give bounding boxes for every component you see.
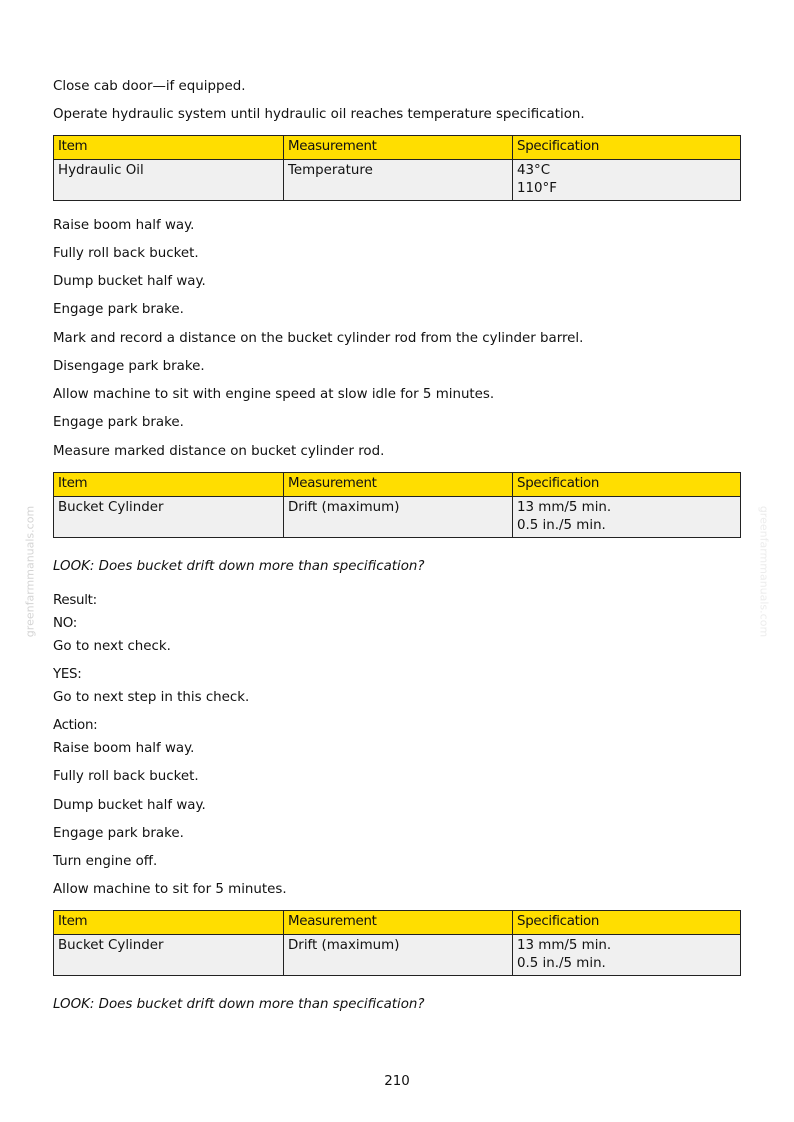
watermark-left: greenfarmmanuals.com	[23, 505, 37, 638]
table-row	[54, 935, 741, 976]
header-measurement: Measurement	[284, 473, 513, 497]
header-item: Item	[54, 136, 284, 160]
step-close-cab-door: Close cab door—if equipped.	[53, 79, 246, 94]
spec-table-bucket-cylinder	[53, 472, 741, 538]
cell-item: Hydraulic Oil	[54, 160, 284, 201]
cell-specification	[513, 160, 741, 201]
table-header-row	[54, 911, 741, 935]
action-engage-park-brake: Engage park brake.	[53, 826, 184, 841]
table-header-row	[54, 473, 741, 497]
cell-item: Bucket Cylinder	[54, 935, 284, 976]
step-idle-five-minutes: Allow machine to sit with engine speed at slow idle for 5 minutes.	[53, 387, 495, 402]
header-specification: Specification	[513, 911, 741, 935]
step-roll-back-bucket: Fully roll back bucket.	[53, 246, 199, 261]
cell-measurement: Drift (maximum)	[284, 935, 513, 976]
action-turn-engine-off: Turn engine off.	[53, 854, 158, 869]
table-row	[54, 497, 741, 538]
spec-line: 110°F	[517, 181, 557, 196]
spec-line: 13 mm/5 min.	[517, 500, 612, 515]
header-specification: Specification	[513, 473, 741, 497]
step-dump-bucket: Dump bucket half way.	[53, 274, 206, 289]
result-yes-label: YES:	[53, 667, 82, 682]
cell-item: Bucket Cylinder	[54, 497, 284, 538]
spec-line: 0.5 in./5 min.	[517, 956, 606, 971]
cell-specification	[513, 935, 741, 976]
header-item: Item	[54, 473, 284, 497]
table-header-row	[54, 136, 741, 160]
step-disengage-park-brake: Disengage park brake.	[53, 359, 205, 374]
look-question: LOOK: Does bucket drift down more than specification?	[53, 559, 425, 574]
header-item: Item	[54, 911, 284, 935]
watermark-right: greenfarmmanuals.com	[757, 505, 771, 638]
header-measurement: Measurement	[284, 136, 513, 160]
action-raise-boom: Raise boom half way.	[53, 741, 195, 756]
result-no-text: Go to next check.	[53, 639, 171, 654]
look-question-2: LOOK: Does bucket drift down more than specification?	[53, 997, 425, 1012]
cell-measurement: Temperature	[284, 160, 513, 201]
result-yes-text: Go to next step in this check.	[53, 690, 250, 705]
action-sit-five-minutes: Allow machine to sit for 5 minutes.	[53, 882, 287, 897]
spec-table-bucket-cylinder-2	[53, 910, 741, 976]
spec-line: 13 mm/5 min.	[517, 938, 612, 953]
header-specification: Specification	[513, 136, 741, 160]
spec-line: 43°C	[517, 163, 551, 178]
action-dump-bucket: Dump bucket half way.	[53, 798, 206, 813]
spec-line: 0.5 in./5 min.	[517, 518, 606, 533]
step-measure-distance: Measure marked distance on bucket cylinder rod.	[53, 444, 385, 459]
result-label: Result:	[53, 593, 97, 608]
action-label: Action:	[53, 718, 98, 733]
header-measurement: Measurement	[284, 911, 513, 935]
action-roll-back-bucket: Fully roll back bucket.	[53, 769, 199, 784]
page-number: 210	[384, 1074, 410, 1089]
step-engage-park-brake-2: Engage park brake.	[53, 415, 184, 430]
step-mark-record-distance: Mark and record a distance on the bucket cylinder rod from the cylinder barrel.	[53, 331, 584, 346]
cell-specification	[513, 497, 741, 538]
step-operate-hydraulic: Operate hydraulic system until hydraulic oil reaches temperature specification.	[53, 107, 585, 122]
cell-measurement: Drift (maximum)	[284, 497, 513, 538]
step-engage-park-brake: Engage park brake.	[53, 302, 184, 317]
result-no-label: NO:	[53, 616, 77, 631]
step-raise-boom: Raise boom half way.	[53, 218, 195, 233]
table-row	[54, 160, 741, 201]
spec-table-hydraulic-oil	[53, 135, 741, 201]
